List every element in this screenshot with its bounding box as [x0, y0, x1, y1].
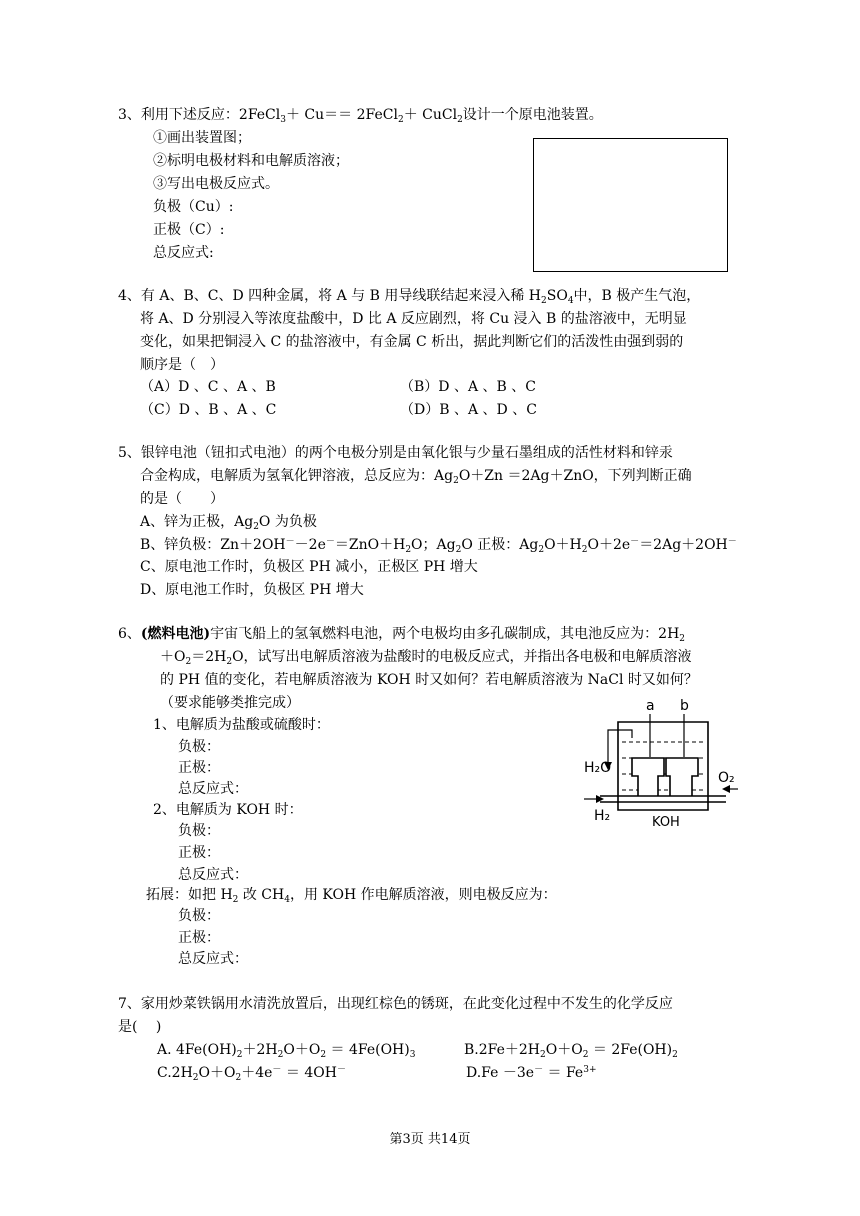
q6-sub-1: 1、电解质为盐酸或硫酸时：	[153, 717, 330, 733]
q6-ext-total: 总反应式：	[178, 951, 248, 967]
q5-option-a: A、锌为正极，$Ag_2O$ 为负极	[140, 514, 317, 532]
q5-option-d: D、原电池工作时，负极区 PH 增大	[140, 582, 364, 598]
q6-line-4: （要求能够类推完成）	[160, 695, 300, 711]
q6-sub1-total: 总反应式：	[178, 781, 248, 797]
q4-line-2: 将 A、D 分别浸入等浓度盐酸中，D 比 A 反应剧烈，将 Cu 浸入 B 的盐溶液中，无明显	[140, 311, 687, 327]
q4-line-3: 变化，如果把铜浸入 C 的盐溶液中，有金属 C 析出，据此判断它们的活泼性由强到弱的	[140, 334, 684, 350]
q3-negative-electrode: 负极（Cu）:	[153, 199, 234, 215]
q6-extension: 拓展：如把 $H_2$ 改 $CH_4$，用 KOH 作电解质溶液，则电极反应为：	[146, 887, 557, 905]
q3-positive-electrode: 正极（C）:	[153, 222, 225, 238]
q6-ext-positive: 正极：	[178, 930, 220, 946]
q6-sub2-negative: 负极：	[178, 823, 220, 839]
q7-option-b: $B.2Fe+2H_2O+O_2 = 2Fe(OH)_2$	[464, 1042, 678, 1060]
q4-option-a: （A）D 、C 、A 、B	[140, 379, 276, 395]
q6-ext-negative: 负极：	[178, 908, 220, 924]
q6-sub2-positive: 正极：	[178, 845, 220, 861]
q5-option-c: C、原电池工作时，负极区 PH 减小，正极区 PH 增大	[140, 559, 478, 575]
q3-stem: 3、利用下述反应：2FeCl$_3$＋ Cu＝＝ 2FeCl$_2$＋ CuCl$_2$设计一个原电池装置。	[118, 107, 603, 125]
label-koh: KOH	[652, 815, 680, 830]
q3-step-3: ③写出电极反应式。	[153, 176, 279, 192]
q5-line-3: 的是（ ）	[140, 491, 224, 507]
q6-line-2: $+O_2=2H_2O$，试写出电解质溶液为盐酸时的电极反应式，并指出各电极和电解质溶液	[160, 649, 692, 667]
q7-option-a: A. $4Fe(OH)_2+2H_2O+O_2 = 4Fe(OH)_3$	[157, 1042, 416, 1060]
q7-line-1: 7、家用炒菜铁锅用水清洗放置后，出现红棕色的锈斑，在此变化过程中不发生的化学反应	[118, 996, 673, 1012]
q7-option-d: $D.Fe -3e^- = Fe^{3+}$	[466, 1065, 597, 1081]
label-b: b	[680, 698, 689, 714]
q5-line-2: 合金构成，电解质为氢氧化钾溶液，总反应为：$Ag_2O+Zn =2Ag+ZnO$，下列判断正确	[140, 468, 692, 486]
label-h2: H₂	[594, 808, 611, 824]
q4-option-b: （B）D 、A 、B 、C	[400, 379, 536, 395]
q6-line-3: 的 PH 值的变化，若电解质溶液为 KOH 时又如何？若电解质溶液为 NaCl 时又如何？	[160, 672, 698, 688]
q4-line-4: 顺序是（ ）	[140, 357, 224, 373]
q6-sub-2: 2、电解质为 KOH 时：	[153, 802, 303, 818]
q7-option-c: $C.2H_2O+O_2+4e^- = 4OH^-$	[157, 1065, 346, 1083]
label-o2: O₂	[718, 770, 735, 786]
q6-line-1: 6、(燃料电池)宇宙飞船上的氢氧燃料电池，两个电极均由多孔碳制成，其电池反应为：$2H_2$	[118, 626, 686, 644]
fuel-cell-diagram	[580, 692, 740, 832]
q6-sub2-total: 总反应式：	[178, 867, 248, 883]
q5-line-1: 5、银锌电池（钮扣式电池）的两个电极分别是由氧化银与少量石墨组成的活性材料和锌汞	[118, 445, 673, 461]
q4-line-1: 4、有 A、B、C、D 四种金属，将 A 与 B 用导线联结起来浸入稀 $H_2SO_4$中，B 极产生气泡，	[118, 288, 701, 306]
q6-tag: (燃料电池)	[140, 626, 211, 642]
q4-option-d: （D）B 、A 、D 、C	[400, 402, 537, 418]
q5-option-b: B、锌负极：$Zn+2OH^--2e^-=ZnO+H_2O$；$Ag_2O$ 正极：$Ag_2O+H_2O+2e^-=2Ag+2OH^-$	[140, 537, 737, 555]
label-a: a	[646, 698, 655, 714]
q3-drawing-box	[533, 138, 728, 272]
label-h2o: H₂O	[584, 760, 612, 776]
q6-sub1-negative: 负极：	[178, 739, 220, 755]
q3-step-1: ①画出装置图；	[153, 130, 251, 146]
page-footer: 第3页 共14页	[389, 1132, 471, 1147]
q6-sub1-positive: 正极：	[178, 760, 220, 776]
q3-step-2: ②标明电极材料和电解质溶液；	[153, 153, 349, 169]
q3-total-reaction: 总反应式:	[153, 245, 214, 261]
q4-option-c: （C）D 、B 、A 、C	[140, 402, 277, 418]
q7-line-2: 是( )	[118, 1019, 162, 1035]
